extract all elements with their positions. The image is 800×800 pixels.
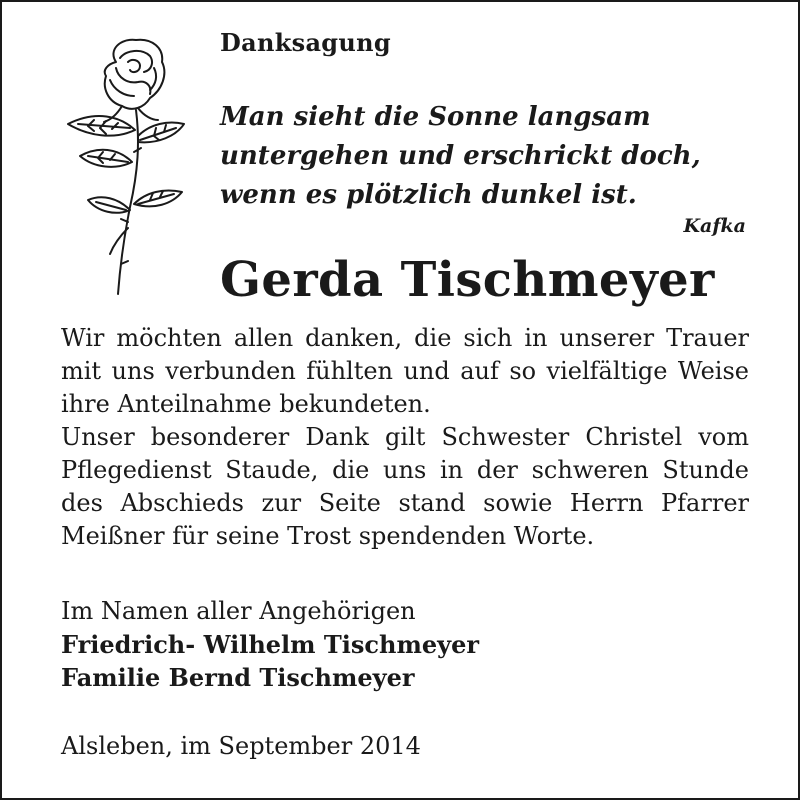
quote-author: Kafka — [683, 215, 746, 237]
closing-intro: Im Namen aller Angehörigen — [61, 597, 416, 625]
heading-danksagung: Danksagung — [220, 28, 391, 57]
closing — [61, 595, 479, 694]
quote-line: untergehen und erschrickt doch, — [220, 141, 701, 171]
paragraph-thanks: Wir möchten allen danken, die sich in unserer Trauer mit uns verbunden fühlten und auf so vielfältige Weise ihre Anteilnahme bekundeten. — [61, 324, 749, 418]
place-date: Alsleben, im September 2014 — [61, 732, 421, 760]
quote — [220, 98, 750, 215]
body-text — [61, 322, 749, 553]
signer-name: Friedrich- Wilhelm Tischmeyer — [61, 630, 479, 659]
deceased-name: Gerda Tischmeyer — [220, 252, 715, 308]
quote-line: wenn es plötzlich dunkel ist. — [220, 180, 637, 210]
rose-icon — [58, 32, 193, 302]
paragraph-special-thanks: Unser besonderer Dank gilt Schwester Christel vom Pflegedienst Staude, die uns in der schweren Stunde des Abschieds zur Seite stand sowie Herrn Pfarrer Meißner für seine Trost spendenden Worte. — [61, 423, 749, 550]
quote-line: Man sieht die Sonne langsam — [220, 102, 651, 132]
signer-name: Familie Bernd Tischmeyer — [61, 663, 415, 692]
